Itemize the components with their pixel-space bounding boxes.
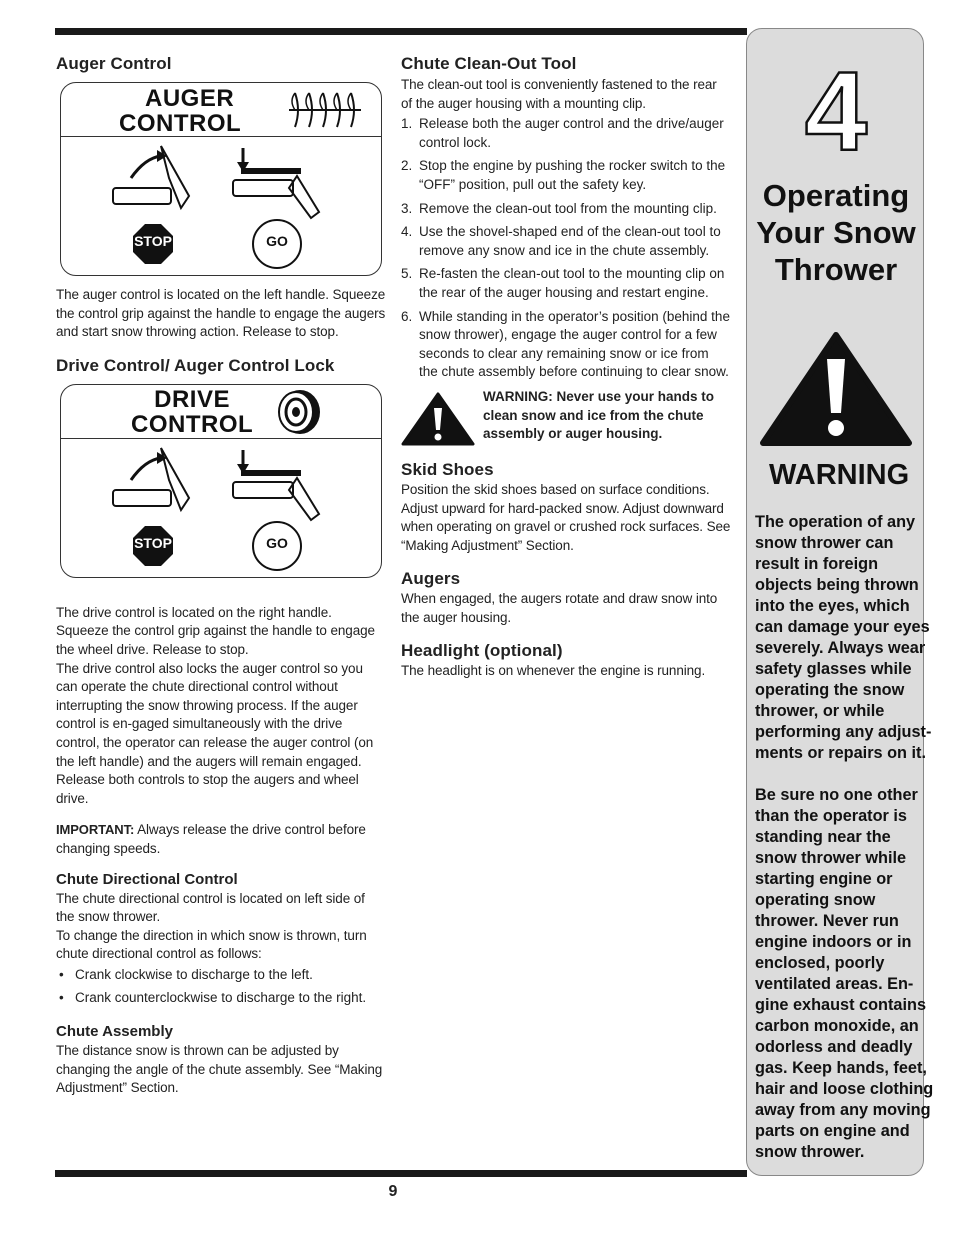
auger-handle-illustration — [61, 138, 381, 275]
chute-warning-text: WARNING: Never use your hands to clean snow and ice from the chute assembly or auger housing. — [483, 388, 715, 442]
list-item: 5. Re-fasten the clean-out tool to the mounting clip on the rear of the auger housing and restart engine. — [401, 266, 725, 300]
auger-diagram-title: AUGER CONTROL — [119, 85, 242, 137]
auger-control-heading: Auger Control — [56, 54, 172, 73]
list-item: 1. Release both the auger control and the drive/auger control lock. — [401, 116, 724, 150]
warning-heading: WARNING — [769, 459, 910, 491]
drive-control-heading: Drive Control/ Auger Control Lock — [56, 355, 335, 375]
list-item: • Crank clockwise to discharge to the left. — [59, 966, 313, 982]
go-label: GO — [266, 534, 288, 551]
skid-shoes-paragraph: Position the skid shoes based on surface conditions. Adjust upward for hard-packed snow. Adjust downward when operating on gravel or crushed rock surfaces. See “Making Adjustment” Section. — [401, 481, 731, 553]
chapter-number: 4 — [804, 49, 868, 174]
chute-directional-paragraph-2: To change the direction in which snow is thrown, turn chute directional control as follows: — [56, 927, 367, 962]
auger-control-paragraph: The auger control is located on the left handle. Squeeze the control grip against the handle to engage the augers and start snow throwing action. Release to stop. — [56, 287, 386, 340]
drive-diagram-header — [61, 385, 381, 439]
drive-control-paragraph-1: The drive control is located on the right handle. Squeeze the control grip against the handle to engage the wheel drive. Release to stop. — [56, 604, 375, 657]
bottom-rule — [55, 1170, 747, 1177]
warning-text: The operation of any snow thrower can result in foreign objects being thrown into the eyes, which can damage your eyes severely. Always wear safety glasses while operating the snow thrower, or while performing any adjust-ments or repairs on it. Be sure no one other than the operator is standing near the snow thrower while starting engine or operating snow thrower. Never run engine indoors or in enclosed, poorly ventilated areas. En-gine exhaust contains carbon monoxide, an odorless and deadly gas. Keep hands, feet, hair and loose clothing away from any moving parts on engine and snow thrower. — [755, 513, 934, 1161]
top-rule — [55, 28, 747, 35]
chute-directional-paragraph-1: The chute directional control is located on left side of the snow thrower. — [56, 890, 365, 925]
chapter-sidebar — [746, 28, 934, 1176]
auger-icon — [285, 87, 365, 133]
warning-triangle-icon — [401, 392, 475, 446]
auger-diagram-header — [61, 83, 381, 137]
warning-triangle-icon — [759, 331, 913, 447]
stop-label: STOP — [134, 534, 172, 551]
cleanout-tool-paragraph: The clean-out tool is conveniently fastened to the rear of the auger housing with a mounting clip. — [401, 77, 717, 111]
drive-diagram-title: DRIVE CONTROL — [131, 385, 254, 438]
drive-control-diagram — [60, 384, 382, 578]
auger-control-diagram — [60, 82, 382, 276]
list-item: 3. Remove the clean-out tool from the mounting clip. — [401, 200, 717, 216]
list-item: • Crank counterclockwise to discharge to the right. — [59, 990, 367, 1006]
right-column — [401, 54, 731, 681]
list-item: 6. While standing in the operator’s position (behind the snow thrower), engage the auger control for a few seconds to clear any remaining snow or ice from the chute assembly before continuing to clear snow. — [401, 308, 730, 380]
drive-handle-illustration — [61, 440, 381, 577]
cleanout-tool-heading: Chute Clean-Out Tool — [401, 54, 577, 73]
cleanout-steps — [401, 115, 731, 382]
left-column — [56, 54, 386, 1098]
page-number: 9 — [388, 1183, 398, 1200]
list-item: 4. Use the shovel-shaped end of the clean-out tool to remove any snow and ice in the chute assembly. — [401, 224, 721, 258]
wheel-icon — [273, 387, 323, 437]
chapter-title: Operating Your Snow Thrower — [756, 178, 916, 287]
stop-label: STOP — [134, 233, 172, 249]
go-label: GO — [266, 233, 288, 249]
augers-paragraph: When engaged, the augers rotate and draw snow into the auger housing. — [401, 591, 718, 625]
chute-assembly-paragraph: The distance snow is thrown can be adjusted by changing the angle of the chute assembly. See “Making Adjustment” Section. — [56, 1043, 383, 1096]
list-item: 2. Stop the engine by pushing the rocker switch to the “OFF” position, pull out the safety key. — [401, 158, 726, 192]
chute-warning — [401, 388, 731, 446]
drive-control-paragraph-2: The drive control also locks the auger control so you can operate the chute directional control without interrupting the snow throwing process. If the auger control is en-gaged simultaneously with the drive control, the operator can release the auger control (on the left handle) and the augers will remain engaged. Release both controls to stop the augers and wheel drive. — [56, 660, 374, 806]
augers-heading: Augers — [401, 569, 461, 589]
important-note: IMPORTANT: Always release the drive control before changing speeds. — [56, 822, 366, 856]
chute-assembly-heading: Chute Assembly — [56, 1023, 173, 1041]
chute-direction-list — [56, 966, 386, 1008]
skid-shoes-heading: Skid Shoes — [401, 459, 494, 479]
chute-directional-heading: Chute Directional Control — [56, 870, 238, 888]
headlight-paragraph: The headlight is on whenever the engine is running. — [401, 663, 706, 679]
headlight-heading: Headlight (optional) — [401, 641, 563, 661]
